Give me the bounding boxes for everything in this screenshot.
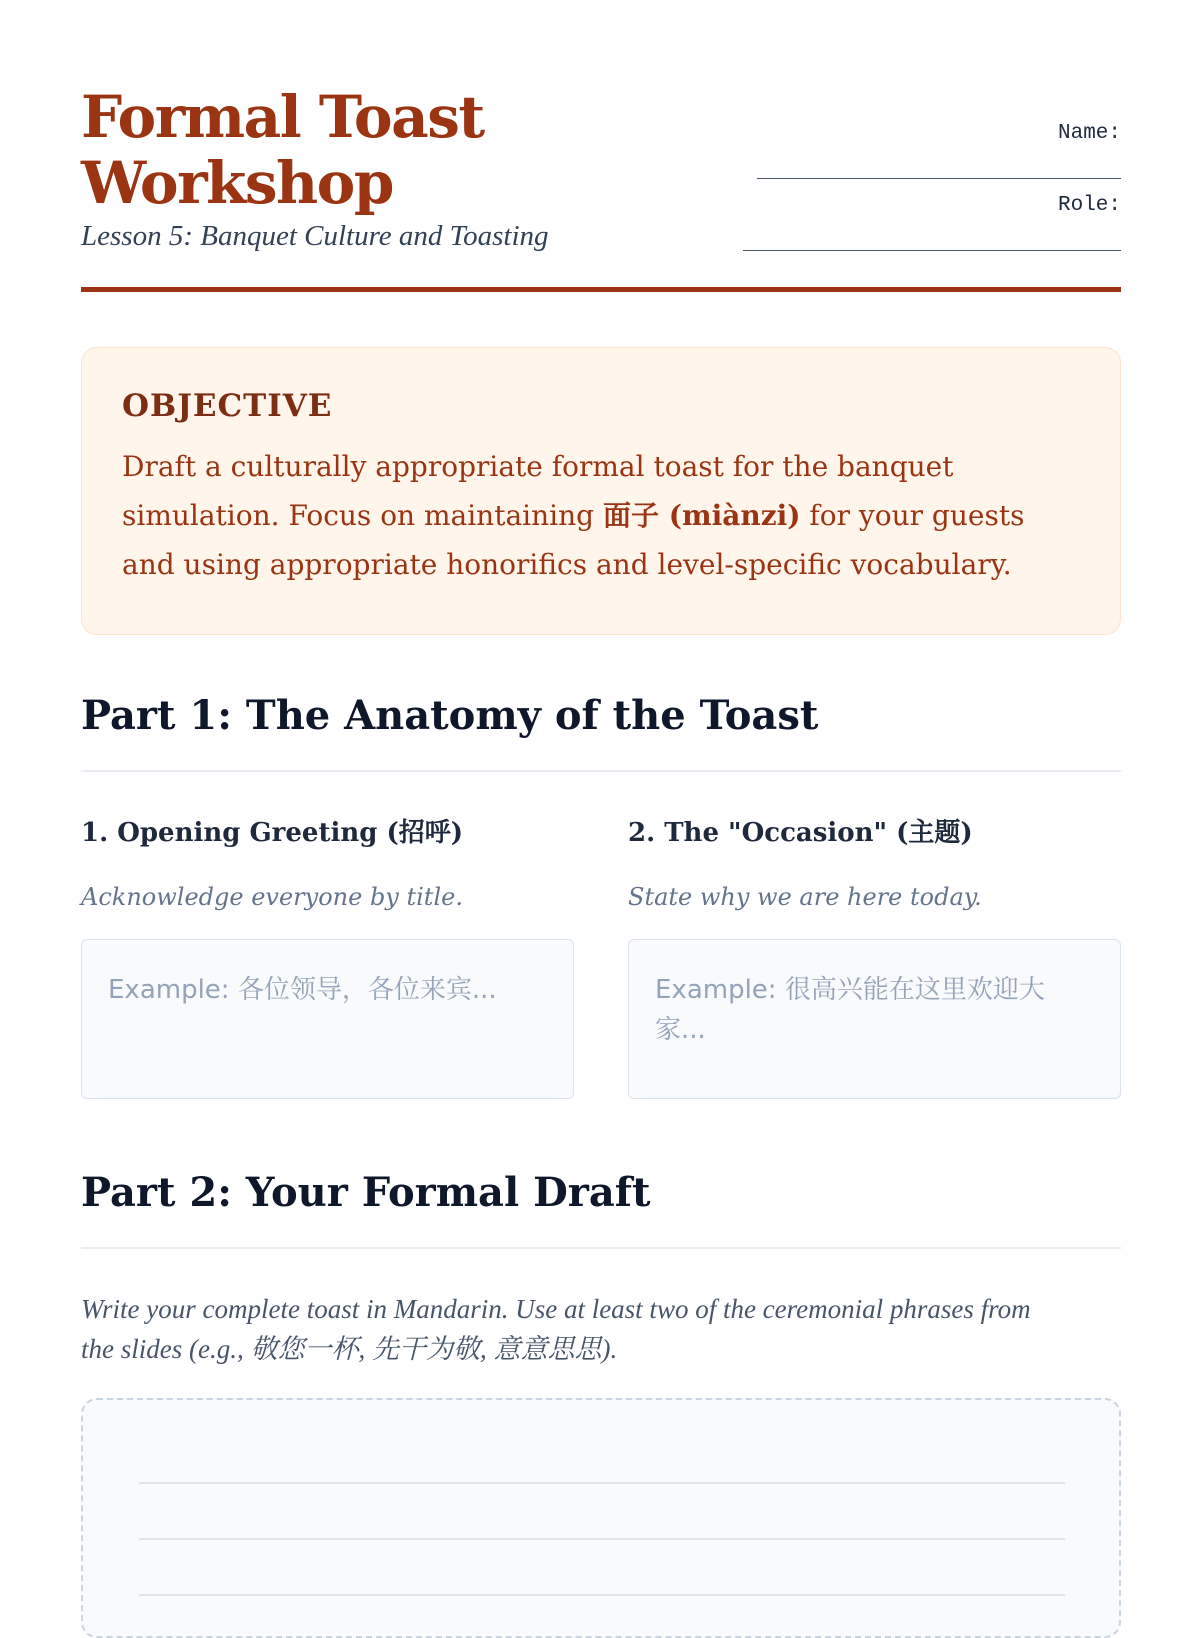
header-divider (81, 287, 1121, 292)
role-label: Role: (1057, 194, 1121, 217)
opening-greeting-input[interactable]: Example: 各位领导，各位来宾... (81, 939, 574, 1099)
name-write-line[interactable] (757, 178, 1121, 179)
occasion-hint: State why we are here today. (628, 883, 982, 911)
opening-greeting-section (81, 812, 574, 1099)
worksheet-header (81, 0, 1121, 295)
part2-instructions: Write your complete toast in Mandarin. Use at least two of the ceremonial phrases from the slides (e.g., 敬您一杯, 先干为敬, 意意思思). (81, 1294, 1031, 1364)
occasion-input[interactable]: Example: 很高兴能在这里欢迎大家... (628, 939, 1121, 1099)
opening-greeting-hint: Acknowledge everyone by title. (81, 883, 463, 911)
name-field[interactable] (741, 118, 1121, 190)
lesson-subtitle: Lesson 5: Banquet Culture and Toasting (81, 220, 549, 252)
part2-divider (81, 1247, 1121, 1249)
worksheet-page (81, 0, 1121, 1600)
part1-title: Part 1: The Anatomy of the Toast (81, 692, 819, 739)
role-write-line[interactable] (743, 250, 1121, 251)
student-info (741, 118, 1121, 262)
objective-text-end: for your guests and using appropriate honorifics and level-specific vocabulary. (122, 499, 1025, 581)
occasion-title: 2. The "Occasion" (主题) (628, 818, 973, 848)
objective-text (122, 442, 1080, 589)
part1-divider (81, 770, 1121, 772)
draft-writing-line (139, 1482, 1065, 1484)
objective-box (81, 347, 1121, 635)
formal-draft-area[interactable] (81, 1398, 1121, 1638)
role-field[interactable] (741, 190, 1121, 262)
draft-writing-line (139, 1538, 1065, 1540)
objective-key-term: 面子 (miànzi) (602, 499, 801, 532)
part2-title: Part 2: Your Formal Draft (81, 1169, 651, 1216)
worksheet-title: Formal Toast Workshop (81, 83, 484, 217)
occasion-section (628, 812, 1121, 1099)
name-label: Name: (1057, 122, 1121, 145)
objective-text-start: Draft a culturally appropriate formal toast for the banquet simulation. Focus on maintaining (122, 450, 954, 532)
opening-greeting-title: 1. Opening Greeting (招呼) (81, 818, 464, 848)
draft-writing-line (139, 1594, 1065, 1596)
objective-heading: OBJECTIVE (122, 388, 333, 424)
